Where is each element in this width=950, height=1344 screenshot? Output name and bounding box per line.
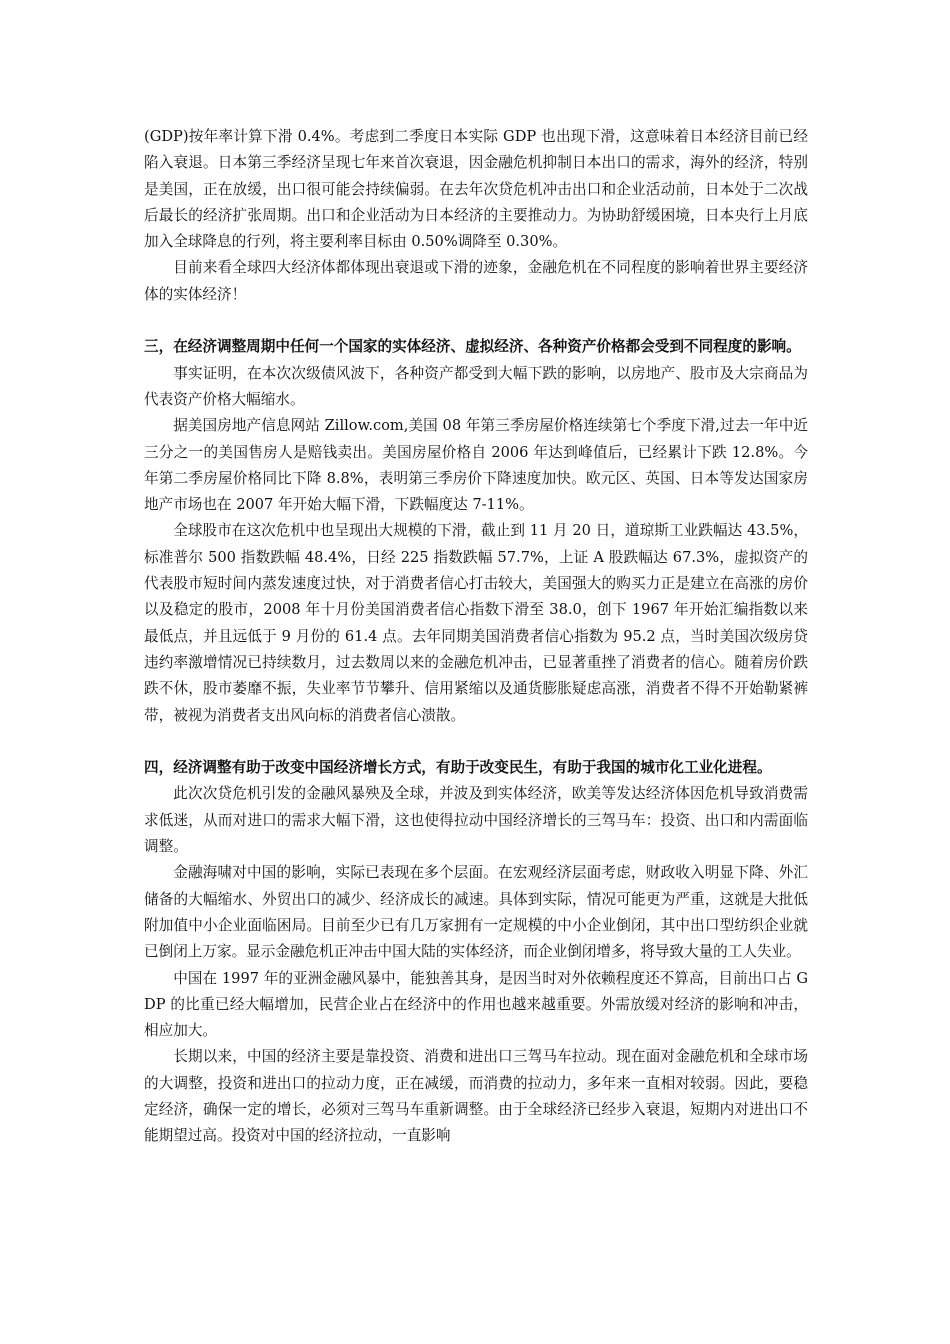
document-body xyxy=(144,124,808,1150)
paragraph-subprime-impact: 此次次贷危机引发的金融风暴殃及全球，并波及到实体经济，欧美等发达经济体因危机导致消费需求低迷，从而对进口的需求大幅下滑，这也使得拉动中国经济增长的三驾马车：投资、出口和内需面临调整。 xyxy=(144,785,808,856)
paragraph-japan-gdp: (GDP)按年率计算下滑 0.4%。考虑到二季度日本实际 GDP 也出现下滑，这意味着日本经济目前已经陷入衰退。日本第三季经济呈现七年来首次衰退，因金融危机抑制日本出口的需求，海外的经济，特别是美国，正在放缓，出口很可能会持续偏弱。在去年次贷危机冲击出口和企业活动前，日本处于二次战后最长的经济扩张周期。出口和企业活动为日本经济的主要推动力。为协助舒缓困境，日本央行上月底加入全球降息的行列，将主要利率目标由 0.50%调降至 0.30%。 xyxy=(144,128,808,251)
section-heading-4: 四，经济调整有助于改变中国经济增长方式，有助于改变民生，有助于我国的城市化工业化进程。 xyxy=(144,759,772,777)
paragraph-financial-tsunami: 金融海啸对中国的影响，实际已表现在多个层面。在宏观经济层面考虑，财政收入明显下降、外汇储备的大幅缩水、外贸出口的减少、经济成长的减速。具体到实际，情况可能更为严重，这就是大批低附加值中小企业面临困局。目前至少已有几万家拥有一定规模的中小企业倒闭，其中出口型纺织企业就已倒闭上万家。显示金融危机正冲击中国大陆的实体经济，而企业倒闭增多，将导致大量的工人失业。 xyxy=(144,864,808,961)
paragraph-stock-markets: 全球股市在这次危机中也呈现出大规模的下滑，截止到 11 月 20 日，道琼斯工业跌幅达 43.5%，标准普尔 500 指数跌幅 48.4%，日经 225 指数跌幅 57.7%，上证 A 股跌幅达 67.3%，虚拟资产的代表股市短时间内蒸发速度过快，对于消费者信心打击较大，美国强大的购买力正是建立在高涨的房价以及稳定的股市，2008 年十月份美国消费者信心指数下滑至 38.0，创下 1967 年开始汇编指数以来最低点，并且远低于 9 月份的 61.4 点。去年同期美国消费者信心指数为 95.2 点，当时美国次级房贷违约率激增情况已持续数月，过去数周以来的金融危机冲击，已显著重挫了消费者的信心。随着房价跌跌不休，股市萎靡不振，失业率节节攀升、信用紧缩以及通货膨胀疑虑高涨，消费者不得不开始勒紧裤带，被视为消费者支出风向标的消费者信心溃散。 xyxy=(144,522,808,724)
paragraph-four-economies: 目前来看全球四大经济体都体现出衰退或下滑的迹象，金融危机在不同程度的影响着世界主要经济体的实体经济！ xyxy=(144,259,808,303)
paragraph-spacer xyxy=(144,729,808,755)
paragraph-spacer xyxy=(144,308,808,334)
paragraph-housing: 据美国房地产信息网站 Zillow.com,美国 08 年第三季房屋价格连续第七个季度下滑,过去一年中近三分之一的美国售房人是赔钱卖出。美国房屋价格自 2006 年达到峰值后，已经累计下跌 12.8%。今年第二季房屋价格同比下降 8.8%，表明第三季房价下降速度加快。欧元区、英国、日本等发达国家房地产市场也在 2007 年开始大幅下滑，下跌幅度达 7-11%。 xyxy=(144,417,808,514)
paragraph-asset-prices: 事实证明，在本次次级债风波下，各种资产都受到大幅下跌的影响，以房地产、股市及大宗商品为代表资产价格大幅缩水。 xyxy=(144,364,808,408)
paragraph-three-drivers: 长期以来，中国的经济主要是靠投资、消费和进出口三驾马车拉动。现在面对金融危机和全球市场的大调整，投资和进出口的拉动力度，正在减缓，而消费的拉动力，多年来一直相对较弱。因此，要稳定经济，确保一定的增长，必须对三驾马车重新调整。由于全球经济已经步入衰退，短期内对进出口不能期望过高。投资对中国的经济拉动，一直影响 xyxy=(144,1048,808,1145)
section-heading-3: 三，在经济调整周期中任何一个国家的实体经济、虚拟经济、各种资产价格都会受到不同程度的影响。 xyxy=(144,338,801,356)
paragraph-1997-crisis: 中国在 1997 年的亚洲金融风暴中，能独善其身，是因当时对外依赖程度还不算高，目前出口占 GDP 的比重已经大幅增加，民营企业占在经济中的作用也越来越重要。外需放缓对经济的影响和冲击，相应加大。 xyxy=(144,969,808,1040)
